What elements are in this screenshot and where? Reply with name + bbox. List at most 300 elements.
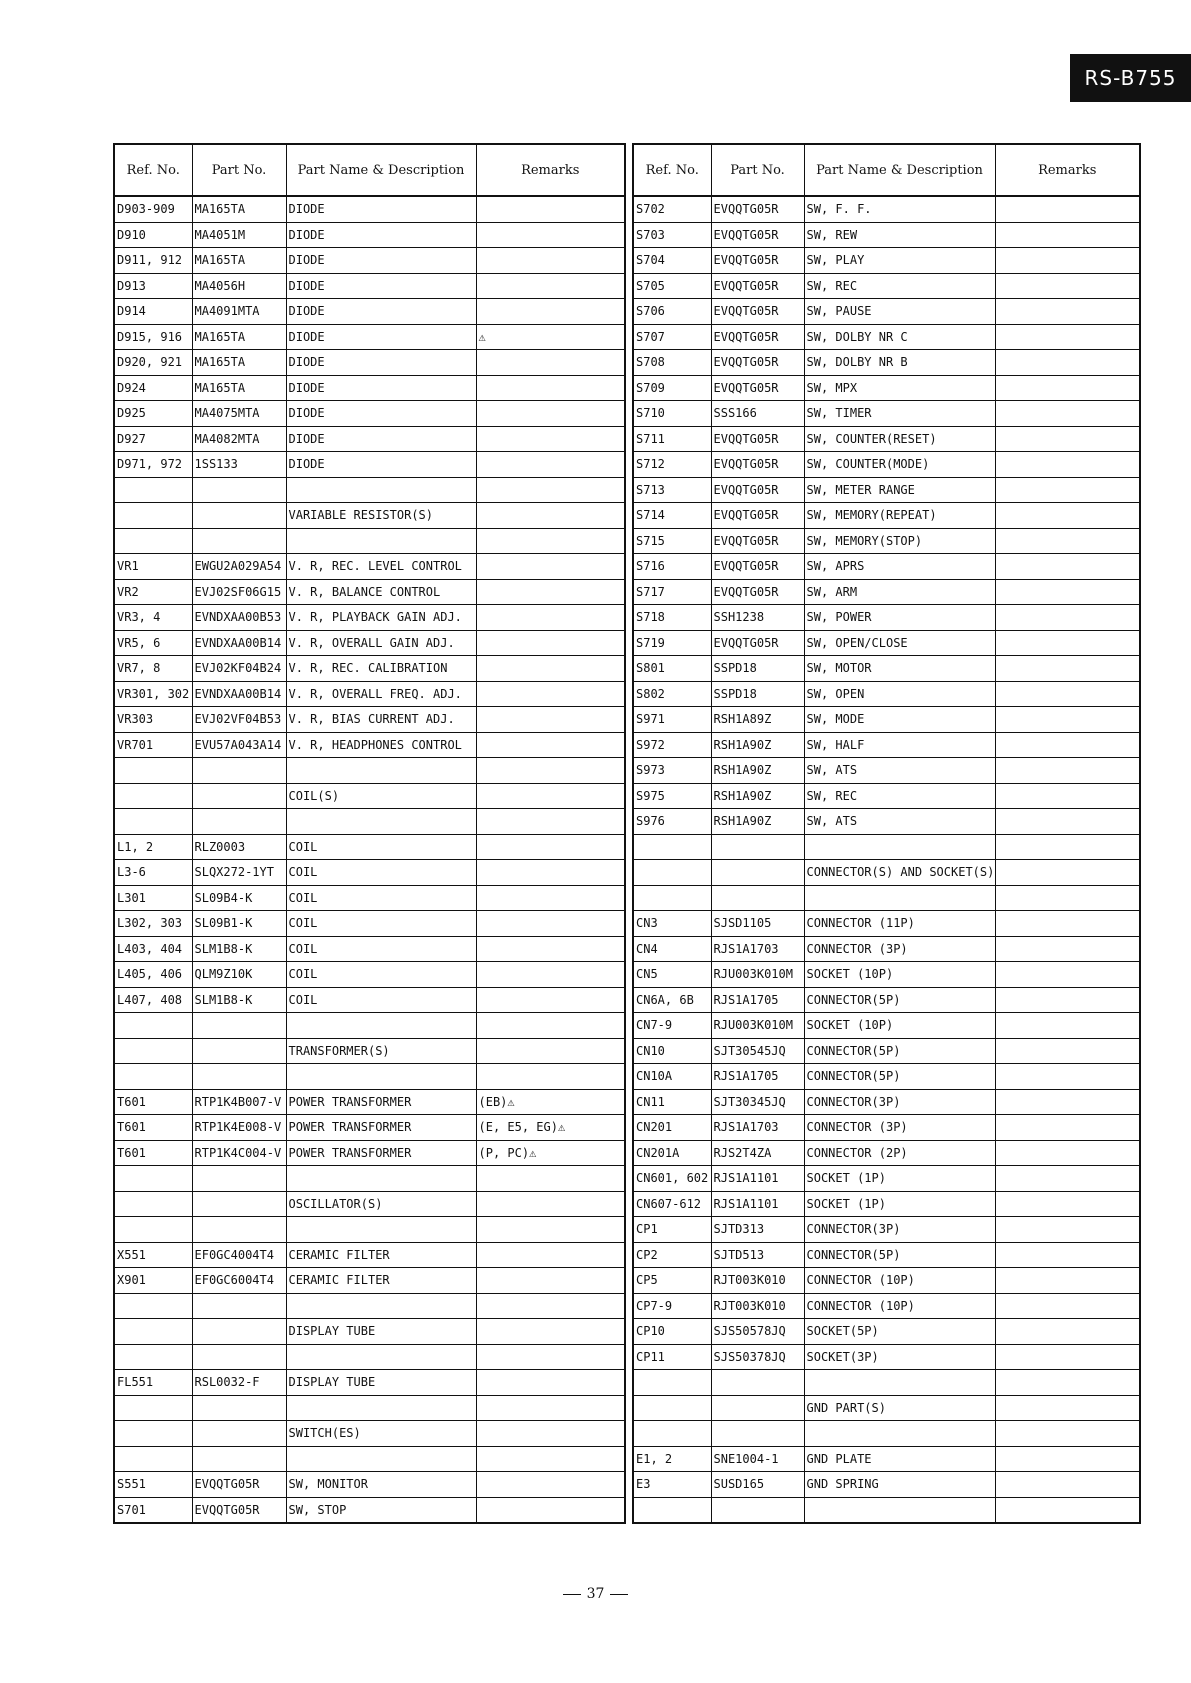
description-cell: POWER TRANSFORMER: [286, 1115, 476, 1141]
table-row: [633, 911, 1140, 937]
table-row: [114, 196, 625, 222]
remarks-cell: [995, 503, 1140, 529]
description-cell: GND PLATE: [804, 1446, 995, 1472]
ref-no-cell: CN4: [633, 936, 711, 962]
ref-no-cell: S701: [114, 1497, 192, 1523]
table-row: [633, 860, 1140, 886]
table-row: [114, 452, 625, 478]
remarks-cell: [476, 1472, 625, 1498]
description-cell: CONNECTOR(5P): [804, 1038, 995, 1064]
part-no-cell: EVQQTG05R: [711, 324, 804, 350]
remarks-cell: [995, 1395, 1140, 1421]
part-no-cell: [192, 1064, 286, 1090]
part-no-cell: [192, 477, 286, 503]
ref-no-cell: E3: [633, 1472, 711, 1498]
part-no-cell: [192, 1013, 286, 1039]
part-no-cell: RSL0032-F: [192, 1370, 286, 1396]
table-row: [633, 1242, 1140, 1268]
description-cell: V. R, REC. LEVEL CONTROL: [286, 554, 476, 580]
description-cell: SWITCH(ES): [286, 1421, 476, 1447]
table-row: [633, 783, 1140, 809]
part-no-cell: RTP1K4B007-V: [192, 1089, 286, 1115]
remarks-cell: [476, 196, 625, 222]
part-no-cell: [711, 1370, 804, 1396]
part-no-cell: SNE1004-1: [711, 1446, 804, 1472]
remarks-cell: [476, 834, 625, 860]
remarks-cell: [476, 911, 625, 937]
ref-no-cell: FL551: [114, 1370, 192, 1396]
table-row: [114, 656, 625, 682]
part-no-cell: EVNDXAA00B14: [192, 630, 286, 656]
table-row: [114, 477, 625, 503]
table-row: [114, 554, 625, 580]
remarks-cell: [995, 732, 1140, 758]
table-row: [114, 1217, 625, 1243]
remarks-cell: [476, 783, 625, 809]
ref-no-cell: S707: [633, 324, 711, 350]
description-cell: [804, 1370, 995, 1396]
part-no-cell: SL09B1-K: [192, 911, 286, 937]
ref-no-cell: S802: [633, 681, 711, 707]
part-no-cell: [192, 1421, 286, 1447]
part-no-cell: EVQQTG05R: [711, 248, 804, 274]
table-row: [114, 375, 625, 401]
part-no-cell: SJTD313: [711, 1217, 804, 1243]
ref-no-cell: D920, 921: [114, 350, 192, 376]
ref-no-cell: [633, 1421, 711, 1447]
remarks-cell: [476, 222, 625, 248]
description-cell: CONNECTOR(3P): [804, 1217, 995, 1243]
ref-no-cell: S704: [633, 248, 711, 274]
ref-no-cell: S551: [114, 1472, 192, 1498]
remarks-cell: [476, 477, 625, 503]
table-row: [633, 1472, 1140, 1498]
remarks-cell: [476, 426, 625, 452]
table-row: [633, 324, 1140, 350]
remarks-cell: [476, 936, 625, 962]
remarks-cell: [476, 299, 625, 325]
remarks-cell: (E, E5, EG)⚠: [476, 1115, 625, 1141]
table-row: [114, 1268, 625, 1294]
table-row: [114, 248, 625, 274]
description-cell: [286, 1217, 476, 1243]
table-row: [114, 732, 625, 758]
description-cell: DIODE: [286, 401, 476, 427]
description-cell: [286, 1446, 476, 1472]
description-cell: V. R, HEADPHONES CONTROL: [286, 732, 476, 758]
description-cell: SW, OPEN: [804, 681, 995, 707]
table-row: [114, 885, 625, 911]
table-row: [633, 1395, 1140, 1421]
table-row: [633, 987, 1140, 1013]
description-cell: SW, HALF: [804, 732, 995, 758]
remarks-cell: [995, 605, 1140, 631]
remarks-cell: [995, 299, 1140, 325]
description-cell: SW, MODE: [804, 707, 995, 733]
remarks-cell: ⚠: [476, 324, 625, 350]
table-row: [114, 1344, 625, 1370]
remarks-cell: [476, 707, 625, 733]
description-cell: SOCKET (10P): [804, 1013, 995, 1039]
parts-table-left: [113, 143, 626, 1524]
table-row: [114, 1497, 625, 1523]
ref-no-cell: S719: [633, 630, 711, 656]
description-cell: SW, MEMORY(REPEAT): [804, 503, 995, 529]
page-number-value: 37: [586, 1586, 605, 1602]
description-cell: [286, 1064, 476, 1090]
ref-no-cell: T601: [114, 1115, 192, 1141]
part-no-cell: MA4091MTA: [192, 299, 286, 325]
description-cell: [804, 1421, 995, 1447]
part-no-cell: [192, 758, 286, 784]
ref-no-cell: [114, 1319, 192, 1345]
description-cell: CONNECTOR (10P): [804, 1293, 995, 1319]
remarks-cell: [995, 656, 1140, 682]
part-no-cell: EVQQTG05R: [711, 426, 804, 452]
remarks-cell: [995, 248, 1140, 274]
remarks-cell: [995, 579, 1140, 605]
table-row: [114, 324, 625, 350]
ref-no-cell: CP5: [633, 1268, 711, 1294]
remarks-cell: [995, 936, 1140, 962]
description-cell: [286, 1166, 476, 1192]
part-no-cell: MA165TA: [192, 324, 286, 350]
remarks-cell: [476, 758, 625, 784]
part-no-cell: RJS2T4ZA: [711, 1140, 804, 1166]
part-no-cell: [192, 1395, 286, 1421]
remarks-cell: [476, 605, 625, 631]
part-no-cell: EVQQTG05R: [711, 579, 804, 605]
remarks-cell: [476, 1497, 625, 1523]
table-row: [633, 758, 1140, 784]
part-no-cell: [711, 834, 804, 860]
ref-no-cell: D924: [114, 375, 192, 401]
part-no-cell: EVQQTG05R: [711, 630, 804, 656]
description-cell: [286, 809, 476, 835]
part-no-cell: EVU57A043A14: [192, 732, 286, 758]
description-cell: DIODE: [286, 299, 476, 325]
ref-no-cell: [114, 477, 192, 503]
table-row: [633, 248, 1140, 274]
table-row: [633, 605, 1140, 631]
part-no-cell: SSH1238: [711, 605, 804, 631]
part-no-cell: EF0GC4004T4: [192, 1242, 286, 1268]
part-no-cell: RSH1A90Z: [711, 732, 804, 758]
description-cell: V. R, PLAYBACK GAIN ADJ.: [286, 605, 476, 631]
table-row: [114, 401, 625, 427]
description-cell: [286, 1344, 476, 1370]
table-row: [633, 1217, 1140, 1243]
remarks-cell: (P, PC)⚠: [476, 1140, 625, 1166]
part-no-cell: RJS1A1703: [711, 1115, 804, 1141]
part-no-cell: EF0GC6004T4: [192, 1268, 286, 1294]
description-cell: DISPLAY TUBE: [286, 1370, 476, 1396]
ref-no-cell: L403, 404: [114, 936, 192, 962]
ref-no-cell: [114, 758, 192, 784]
remarks-cell: [476, 809, 625, 835]
ref-no-cell: VR303: [114, 707, 192, 733]
table-row: [633, 885, 1140, 911]
table-row: [114, 1472, 625, 1498]
description-cell: CONNECTOR(5P): [804, 987, 995, 1013]
description-cell: SOCKET (10P): [804, 962, 995, 988]
ref-no-cell: VR2: [114, 579, 192, 605]
part-no-cell: EVQQTG05R: [711, 222, 804, 248]
remarks-cell: [995, 1268, 1140, 1294]
description-cell: CERAMIC FILTER: [286, 1268, 476, 1294]
remarks-cell: [995, 962, 1140, 988]
remarks-cell: [995, 1319, 1140, 1345]
ref-no-cell: CN7-9: [633, 1013, 711, 1039]
part-no-cell: [192, 503, 286, 529]
part-no-cell: MA4082MTA: [192, 426, 286, 452]
description-cell: [286, 1293, 476, 1319]
table-row: [114, 936, 625, 962]
remarks-cell: [995, 1472, 1140, 1498]
part-no-cell: MA4075MTA: [192, 401, 286, 427]
table-row: [114, 707, 625, 733]
description-cell: SW, ARM: [804, 579, 995, 605]
part-no-cell: MA165TA: [192, 248, 286, 274]
remarks-cell: [995, 630, 1140, 656]
ref-no-cell: X901: [114, 1268, 192, 1294]
ref-no-cell: CN10A: [633, 1064, 711, 1090]
ref-no-cell: CP7-9: [633, 1293, 711, 1319]
remarks-cell: (EB)⚠: [476, 1089, 625, 1115]
ref-no-cell: CP2: [633, 1242, 711, 1268]
ref-no-cell: CN10: [633, 1038, 711, 1064]
description-cell: SW, COUNTER(RESET): [804, 426, 995, 452]
description-cell: SW, MEMORY(STOP): [804, 528, 995, 554]
remarks-cell: [476, 1421, 625, 1447]
header-part-no: Part No.: [711, 144, 804, 196]
remarks-cell: [476, 1319, 625, 1345]
dash-right: [610, 1594, 628, 1595]
part-no-cell: [192, 1344, 286, 1370]
remarks-cell: [476, 1013, 625, 1039]
table-row: [633, 375, 1140, 401]
remarks-cell: [476, 528, 625, 554]
part-no-cell: RSH1A90Z: [711, 758, 804, 784]
remarks-cell: [995, 911, 1140, 937]
table-row: [114, 222, 625, 248]
table-row: [633, 1370, 1140, 1396]
table-row: [114, 1319, 625, 1345]
description-cell: SW, COUNTER(MODE): [804, 452, 995, 478]
part-no-cell: EVQQTG05R: [711, 452, 804, 478]
remarks-cell: [995, 1497, 1140, 1523]
part-no-cell: EVQQTG05R: [711, 350, 804, 376]
part-no-cell: RJS1A1705: [711, 987, 804, 1013]
remarks-cell: [476, 554, 625, 580]
description-cell: DIODE: [286, 273, 476, 299]
description-cell: SW, TIMER: [804, 401, 995, 427]
ref-no-cell: D910: [114, 222, 192, 248]
table-row: [633, 1421, 1140, 1447]
ref-no-cell: [114, 1446, 192, 1472]
description-cell: SW, ATS: [804, 758, 995, 784]
ref-no-cell: L301: [114, 885, 192, 911]
table-row: [114, 350, 625, 376]
ref-no-cell: S706: [633, 299, 711, 325]
part-no-cell: [192, 528, 286, 554]
remarks-cell: [995, 324, 1140, 350]
ref-no-cell: D914: [114, 299, 192, 325]
table-row: [633, 1268, 1140, 1294]
remarks-cell: [995, 375, 1140, 401]
ref-no-cell: S801: [633, 656, 711, 682]
description-cell: [804, 834, 995, 860]
description-cell: DIODE: [286, 426, 476, 452]
ref-no-cell: S716: [633, 554, 711, 580]
remarks-cell: [476, 248, 625, 274]
remarks-cell: [476, 732, 625, 758]
description-cell: DIODE: [286, 196, 476, 222]
ref-no-cell: S705: [633, 273, 711, 299]
remarks-cell: [995, 477, 1140, 503]
part-no-cell: EVNDXAA00B14: [192, 681, 286, 707]
remarks-cell: [995, 452, 1140, 478]
table-row: [633, 401, 1140, 427]
description-cell: SW, MONITOR: [286, 1472, 476, 1498]
remarks-cell: [995, 987, 1140, 1013]
remarks-cell: [995, 426, 1140, 452]
description-cell: SW, APRS: [804, 554, 995, 580]
part-no-cell: EVQQTG05R: [192, 1472, 286, 1498]
description-cell: CONNECTOR (2P): [804, 1140, 995, 1166]
part-no-cell: EVQQTG05R: [711, 554, 804, 580]
table-row: [114, 911, 625, 937]
part-no-cell: MA4056H: [192, 273, 286, 299]
description-cell: DISPLAY TUBE: [286, 1319, 476, 1345]
description-cell: SOCKET (1P): [804, 1166, 995, 1192]
table-row: [114, 426, 625, 452]
description-cell: DIODE: [286, 375, 476, 401]
table-row: [114, 987, 625, 1013]
part-no-cell: RTP1K4E008-V: [192, 1115, 286, 1141]
remarks-cell: [995, 1089, 1140, 1115]
header-row: [633, 144, 1140, 196]
remarks-cell: [995, 1064, 1140, 1090]
ref-no-cell: [114, 809, 192, 835]
ref-no-cell: L302, 303: [114, 911, 192, 937]
table-row: [633, 1166, 1140, 1192]
ref-no-cell: E1, 2: [633, 1446, 711, 1472]
description-cell: CONNECTOR(S) AND SOCKET(S): [804, 860, 995, 886]
remarks-cell: [476, 1166, 625, 1192]
table-row: [633, 656, 1140, 682]
ref-no-cell: S718: [633, 605, 711, 631]
description-cell: SOCKET(5P): [804, 1319, 995, 1345]
description-cell: COIL: [286, 987, 476, 1013]
ref-no-cell: VR701: [114, 732, 192, 758]
part-no-cell: EVJ02KF04B24: [192, 656, 286, 682]
remarks-cell: [995, 1370, 1140, 1396]
remarks-cell: [476, 1370, 625, 1396]
description-cell: COIL: [286, 936, 476, 962]
remarks-cell: [476, 1446, 625, 1472]
table-row: [633, 1089, 1140, 1115]
part-no-cell: RSH1A90Z: [711, 783, 804, 809]
ref-no-cell: [633, 834, 711, 860]
remarks-cell: [995, 758, 1140, 784]
table-row: [633, 1064, 1140, 1090]
ref-no-cell: VR7, 8: [114, 656, 192, 682]
table-row: [633, 528, 1140, 554]
description-cell: COIL(S): [286, 783, 476, 809]
part-no-cell: SUSD165: [711, 1472, 804, 1498]
part-no-cell: [192, 1166, 286, 1192]
remarks-cell: [995, 554, 1140, 580]
remarks-cell: [995, 885, 1140, 911]
remarks-cell: [476, 1242, 625, 1268]
remarks-cell: [995, 1038, 1140, 1064]
table-row: [114, 605, 625, 631]
description-cell: COIL: [286, 911, 476, 937]
header-part-no: Part No.: [192, 144, 286, 196]
ref-no-cell: L3-6: [114, 860, 192, 886]
description-cell: DIODE: [286, 248, 476, 274]
ref-no-cell: D911, 912: [114, 248, 192, 274]
ref-no-cell: S703: [633, 222, 711, 248]
part-no-cell: SSPD18: [711, 681, 804, 707]
part-no-cell: MA165TA: [192, 350, 286, 376]
ref-no-cell: S713: [633, 477, 711, 503]
ref-no-cell: D915, 916: [114, 324, 192, 350]
part-no-cell: RJS1A1101: [711, 1191, 804, 1217]
part-no-cell: QLM9Z10K: [192, 962, 286, 988]
part-no-cell: EVQQTG05R: [711, 528, 804, 554]
table-row: [633, 477, 1140, 503]
description-cell: SW, OPEN/CLOSE: [804, 630, 995, 656]
table-row: [114, 1089, 625, 1115]
remarks-cell: [476, 681, 625, 707]
ref-no-cell: CN5: [633, 962, 711, 988]
part-no-cell: [711, 1395, 804, 1421]
description-cell: CONNECTOR(5P): [804, 1242, 995, 1268]
ref-no-cell: CN11: [633, 1089, 711, 1115]
part-no-cell: SJTD513: [711, 1242, 804, 1268]
table-row: [633, 1319, 1140, 1345]
ref-no-cell: CN201A: [633, 1140, 711, 1166]
ref-no-cell: L1, 2: [114, 834, 192, 860]
ref-no-cell: S973: [633, 758, 711, 784]
description-cell: OSCILLATOR(S): [286, 1191, 476, 1217]
description-cell: CONNECTOR (11P): [804, 911, 995, 937]
table-row: [114, 1395, 625, 1421]
ref-no-cell: S971: [633, 707, 711, 733]
remarks-cell: [995, 1344, 1140, 1370]
ref-no-cell: [114, 1217, 192, 1243]
description-cell: SW, MPX: [804, 375, 995, 401]
ref-no-cell: [114, 1166, 192, 1192]
remarks-cell: [476, 860, 625, 886]
table-row: [114, 1242, 625, 1268]
remarks-cell: [995, 401, 1140, 427]
part-no-cell: EVNDXAA00B53: [192, 605, 286, 631]
ref-no-cell: D927: [114, 426, 192, 452]
description-cell: V. R, OVERALL FREQ. ADJ.: [286, 681, 476, 707]
table-row: [114, 528, 625, 554]
part-no-cell: SJSD1105: [711, 911, 804, 937]
parts-table-right: [632, 143, 1141, 1524]
table-row: [633, 554, 1140, 580]
table-row: [114, 1064, 625, 1090]
ref-no-cell: CN6A, 6B: [633, 987, 711, 1013]
ref-no-cell: S714: [633, 503, 711, 529]
table-row: [633, 196, 1140, 222]
ref-no-cell: [114, 1421, 192, 1447]
